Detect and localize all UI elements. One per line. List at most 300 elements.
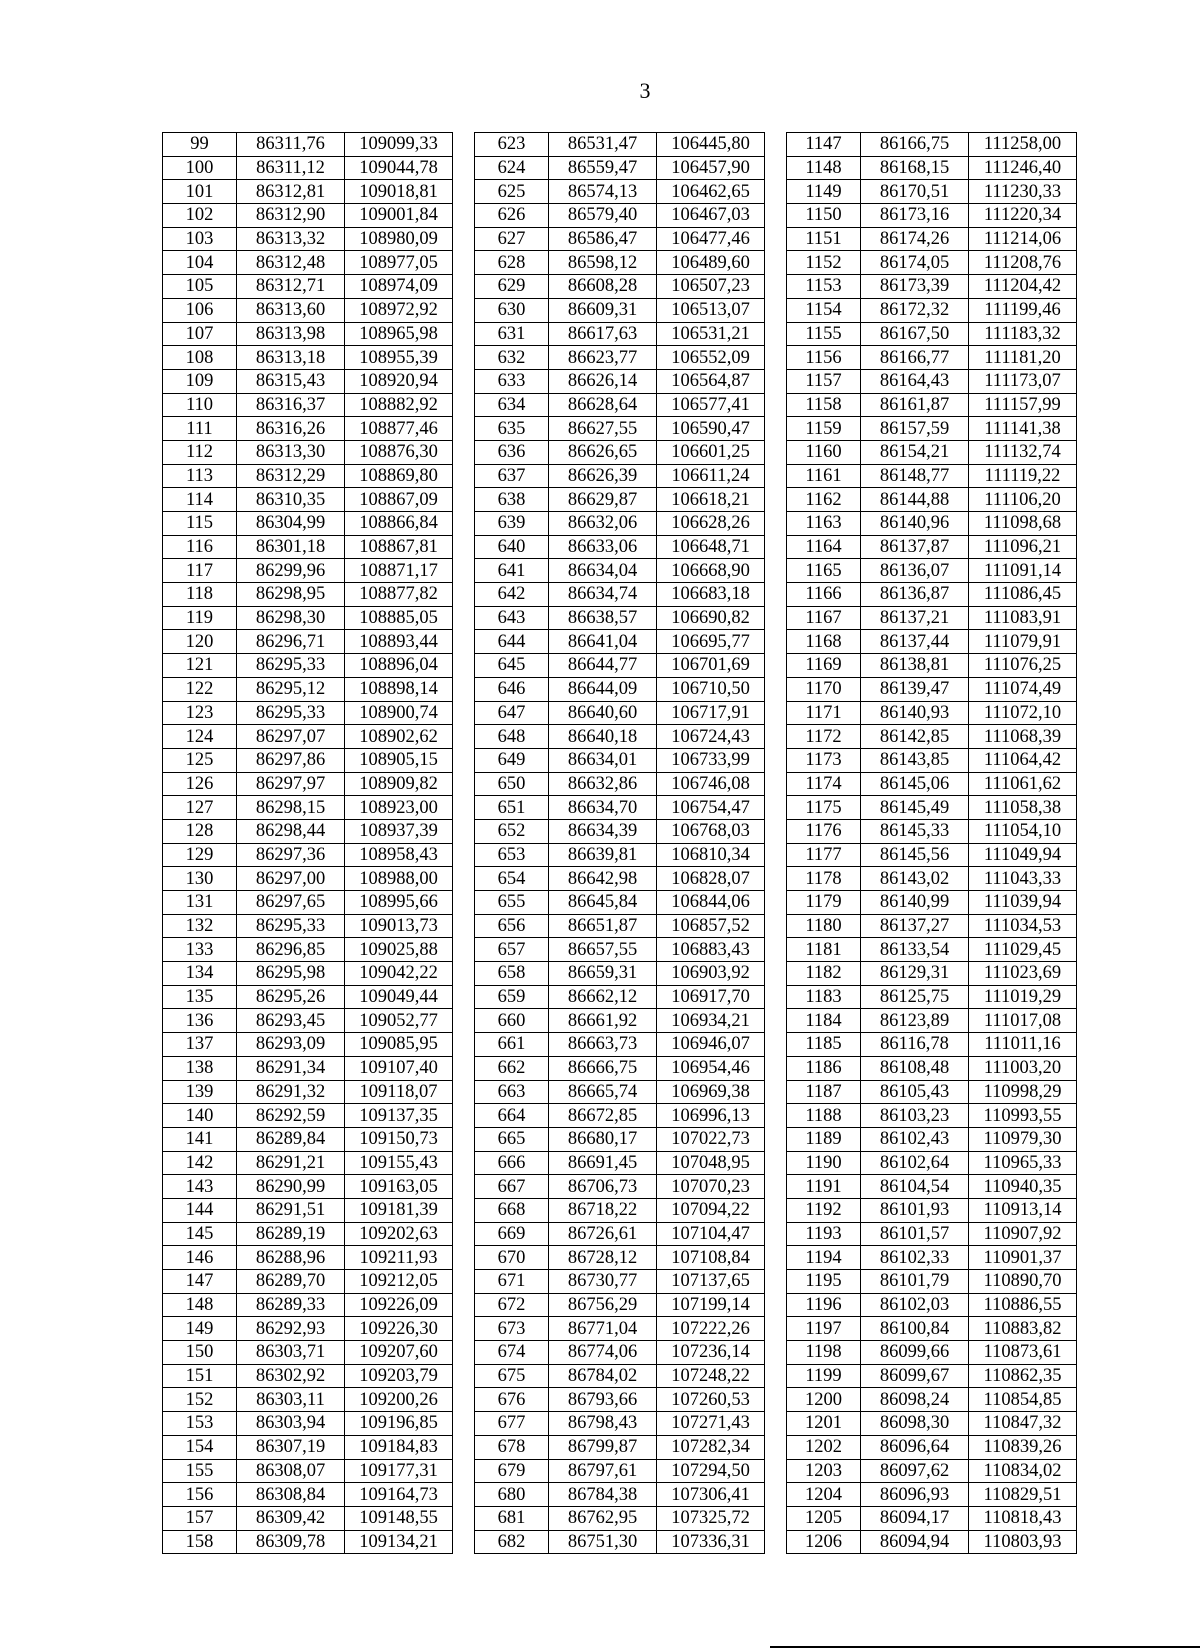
column-group-spacer: [765, 1459, 787, 1483]
column-group-spacer: [765, 1198, 787, 1222]
y-coordinate-cell: 109099,33: [345, 133, 453, 157]
y-coordinate-cell: 109155,43: [345, 1151, 453, 1175]
column-group-spacer: [453, 1198, 475, 1222]
point-number-cell: 628: [475, 251, 549, 275]
column-group-spacer: [453, 440, 475, 464]
x-coordinate-cell: 86626,14: [549, 369, 657, 393]
x-coordinate-cell: 86797,61: [549, 1459, 657, 1483]
y-coordinate-cell: 108988,00: [345, 867, 453, 891]
table-row: [163, 1104, 1077, 1128]
point-number-cell: 1193: [787, 1222, 861, 1246]
x-coordinate-cell: 86531,47: [549, 133, 657, 157]
x-coordinate-cell: 86094,94: [861, 1530, 969, 1554]
point-number-cell: 137: [163, 1033, 237, 1057]
point-number-cell: 112: [163, 440, 237, 464]
column-group-spacer: [453, 1388, 475, 1412]
table-row: [163, 819, 1077, 843]
x-coordinate-cell: 86137,21: [861, 606, 969, 630]
point-number-cell: 139: [163, 1080, 237, 1104]
column-group-spacer: [453, 1009, 475, 1033]
column-group-spacer: [765, 488, 787, 512]
point-number-cell: 653: [475, 843, 549, 867]
x-coordinate-cell: 86174,26: [861, 227, 969, 251]
point-number-cell: 1200: [787, 1388, 861, 1412]
y-coordinate-cell: 110834,02: [969, 1459, 1077, 1483]
table-row: [163, 1151, 1077, 1175]
y-coordinate-cell: 111023,69: [969, 962, 1077, 986]
table-row: [163, 559, 1077, 583]
column-group-spacer: [453, 417, 475, 441]
point-number-cell: 133: [163, 938, 237, 962]
column-group-spacer: [765, 1080, 787, 1104]
x-coordinate-cell: 86173,16: [861, 204, 969, 228]
point-number-cell: 670: [475, 1246, 549, 1270]
point-number-cell: 1162: [787, 488, 861, 512]
point-number-cell: 659: [475, 985, 549, 1009]
x-coordinate-cell: 86706,73: [549, 1175, 657, 1199]
y-coordinate-cell: 111183,32: [969, 322, 1077, 346]
x-coordinate-cell: 86102,03: [861, 1293, 969, 1317]
y-coordinate-cell: 110839,26: [969, 1435, 1077, 1459]
x-coordinate-cell: 86304,99: [237, 512, 345, 536]
y-coordinate-cell: 111072,10: [969, 701, 1077, 725]
x-coordinate-cell: 86289,84: [237, 1127, 345, 1151]
x-coordinate-cell: 86672,85: [549, 1104, 657, 1128]
y-coordinate-cell: 107094,22: [657, 1198, 765, 1222]
point-number-cell: 631: [475, 322, 549, 346]
x-coordinate-cell: 86144,88: [861, 488, 969, 512]
x-coordinate-cell: 86137,87: [861, 535, 969, 559]
column-group-spacer: [453, 1175, 475, 1199]
x-coordinate-cell: 86292,59: [237, 1104, 345, 1128]
point-number-cell: 106: [163, 298, 237, 322]
x-coordinate-cell: 86641,04: [549, 630, 657, 654]
x-coordinate-cell: 86774,06: [549, 1341, 657, 1365]
point-number-cell: 629: [475, 275, 549, 299]
column-group-spacer: [453, 1435, 475, 1459]
column-group-spacer: [765, 796, 787, 820]
column-group-spacer: [765, 346, 787, 370]
column-group-spacer: [453, 275, 475, 299]
x-coordinate-cell: 86663,73: [549, 1033, 657, 1057]
point-number-cell: 666: [475, 1151, 549, 1175]
table-row: [163, 393, 1077, 417]
y-coordinate-cell: 109025,88: [345, 938, 453, 962]
column-group-spacer: [453, 1151, 475, 1175]
y-coordinate-cell: 108867,81: [345, 535, 453, 559]
y-coordinate-cell: 106768,03: [657, 819, 765, 843]
y-coordinate-cell: 110998,29: [969, 1080, 1077, 1104]
y-coordinate-cell: 108877,82: [345, 583, 453, 607]
point-number-cell: 676: [475, 1388, 549, 1412]
point-number-cell: 142: [163, 1151, 237, 1175]
point-number-cell: 154: [163, 1435, 237, 1459]
column-group-spacer: [453, 322, 475, 346]
column-group-spacer: [453, 204, 475, 228]
table-row: [163, 417, 1077, 441]
x-coordinate-cell: 86728,12: [549, 1246, 657, 1270]
y-coordinate-cell: 106717,91: [657, 701, 765, 725]
x-coordinate-cell: 86657,55: [549, 938, 657, 962]
column-group-spacer: [453, 559, 475, 583]
column-group-spacer: [765, 725, 787, 749]
x-coordinate-cell: 86313,98: [237, 322, 345, 346]
y-coordinate-cell: 110862,35: [969, 1364, 1077, 1388]
table-row: [163, 1459, 1077, 1483]
column-group-spacer: [765, 393, 787, 417]
point-number-cell: 625: [475, 180, 549, 204]
x-coordinate-cell: 86629,87: [549, 488, 657, 512]
y-coordinate-cell: 108893,44: [345, 630, 453, 654]
y-coordinate-cell: 111034,53: [969, 914, 1077, 938]
x-coordinate-cell: 86298,15: [237, 796, 345, 820]
point-number-cell: 1199: [787, 1364, 861, 1388]
y-coordinate-cell: 109150,73: [345, 1127, 453, 1151]
column-group-spacer: [765, 701, 787, 725]
point-number-cell: 669: [475, 1222, 549, 1246]
y-coordinate-cell: 106690,82: [657, 606, 765, 630]
x-coordinate-cell: 86680,17: [549, 1127, 657, 1151]
point-number-cell: 663: [475, 1080, 549, 1104]
point-number-cell: 121: [163, 654, 237, 678]
column-group-spacer: [765, 440, 787, 464]
x-coordinate-cell: 86586,47: [549, 227, 657, 251]
x-coordinate-cell: 86312,48: [237, 251, 345, 275]
column-group-spacer: [453, 796, 475, 820]
y-coordinate-cell: 111173,07: [969, 369, 1077, 393]
point-number-cell: 665: [475, 1127, 549, 1151]
point-number-cell: 658: [475, 962, 549, 986]
table-row: [163, 1127, 1077, 1151]
x-coordinate-cell: 86129,31: [861, 962, 969, 986]
x-coordinate-cell: 86798,43: [549, 1412, 657, 1436]
y-coordinate-cell: 111049,94: [969, 843, 1077, 867]
column-group-spacer: [765, 1388, 787, 1412]
x-coordinate-cell: 86145,49: [861, 796, 969, 820]
x-coordinate-cell: 86099,67: [861, 1364, 969, 1388]
y-coordinate-cell: 106683,18: [657, 583, 765, 607]
point-number-cell: 632: [475, 346, 549, 370]
y-coordinate-cell: 106457,90: [657, 156, 765, 180]
point-number-cell: 1169: [787, 654, 861, 678]
y-coordinate-cell: 111019,29: [969, 985, 1077, 1009]
point-number-cell: 127: [163, 796, 237, 820]
table-row: [163, 1435, 1077, 1459]
column-group-spacer: [453, 1033, 475, 1057]
y-coordinate-cell: 111083,91: [969, 606, 1077, 630]
y-coordinate-cell: 106724,43: [657, 725, 765, 749]
point-number-cell: 122: [163, 677, 237, 701]
point-number-cell: 1175: [787, 796, 861, 820]
point-number-cell: 652: [475, 819, 549, 843]
x-coordinate-cell: 86167,50: [861, 322, 969, 346]
y-coordinate-cell: 110890,70: [969, 1270, 1077, 1294]
x-coordinate-cell: 86302,92: [237, 1364, 345, 1388]
y-coordinate-cell: 107137,65: [657, 1270, 765, 1294]
point-number-cell: 646: [475, 677, 549, 701]
point-number-cell: 1159: [787, 417, 861, 441]
x-coordinate-cell: 86108,48: [861, 1056, 969, 1080]
y-coordinate-cell: 110854,85: [969, 1388, 1077, 1412]
column-group-spacer: [765, 204, 787, 228]
x-coordinate-cell: 86138,81: [861, 654, 969, 678]
column-group-spacer: [453, 654, 475, 678]
x-coordinate-cell: 86166,75: [861, 133, 969, 157]
y-coordinate-cell: 110993,55: [969, 1104, 1077, 1128]
x-coordinate-cell: 86617,63: [549, 322, 657, 346]
point-number-cell: 150: [163, 1341, 237, 1365]
point-number-cell: 667: [475, 1175, 549, 1199]
point-number-cell: 104: [163, 251, 237, 275]
y-coordinate-cell: 106969,38: [657, 1080, 765, 1104]
y-coordinate-cell: 110873,61: [969, 1341, 1077, 1365]
y-coordinate-cell: 108867,09: [345, 488, 453, 512]
column-group-spacer: [453, 1364, 475, 1388]
table-row: [163, 938, 1077, 962]
x-coordinate-cell: 86632,86: [549, 772, 657, 796]
point-number-cell: 110: [163, 393, 237, 417]
column-group-spacer: [453, 583, 475, 607]
y-coordinate-cell: 106828,07: [657, 867, 765, 891]
y-coordinate-cell: 106590,47: [657, 417, 765, 441]
point-number-cell: 126: [163, 772, 237, 796]
column-group-spacer: [453, 1459, 475, 1483]
column-group-spacer: [453, 891, 475, 915]
point-number-cell: 1174: [787, 772, 861, 796]
x-coordinate-cell: 86633,06: [549, 535, 657, 559]
table-row: [163, 891, 1077, 915]
point-number-cell: 1165: [787, 559, 861, 583]
y-coordinate-cell: 106844,06: [657, 891, 765, 915]
x-coordinate-cell: 86634,01: [549, 748, 657, 772]
point-number-cell: 623: [475, 133, 549, 157]
point-number-cell: 1155: [787, 322, 861, 346]
point-number-cell: 156: [163, 1483, 237, 1507]
point-number-cell: 1171: [787, 701, 861, 725]
point-number-cell: 132: [163, 914, 237, 938]
x-coordinate-cell: 86170,51: [861, 180, 969, 204]
y-coordinate-cell: 109118,07: [345, 1080, 453, 1104]
column-group-spacer: [765, 322, 787, 346]
x-coordinate-cell: 86313,18: [237, 346, 345, 370]
y-coordinate-cell: 111096,21: [969, 535, 1077, 559]
column-group-spacer: [453, 1127, 475, 1151]
point-number-cell: 1186: [787, 1056, 861, 1080]
x-coordinate-cell: 86762,95: [549, 1506, 657, 1530]
point-number-cell: 1187: [787, 1080, 861, 1104]
y-coordinate-cell: 107325,72: [657, 1506, 765, 1530]
table-row: [163, 204, 1077, 228]
x-coordinate-cell: 86101,93: [861, 1198, 969, 1222]
column-group-spacer: [453, 1104, 475, 1128]
point-number-cell: 1151: [787, 227, 861, 251]
x-coordinate-cell: 86784,02: [549, 1364, 657, 1388]
point-number-cell: 1204: [787, 1483, 861, 1507]
y-coordinate-cell: 109226,09: [345, 1293, 453, 1317]
y-coordinate-cell: 106954,46: [657, 1056, 765, 1080]
y-coordinate-cell: 111204,42: [969, 275, 1077, 299]
table-row: [163, 1056, 1077, 1080]
y-coordinate-cell: 111208,76: [969, 251, 1077, 275]
y-coordinate-cell: 106710,50: [657, 677, 765, 701]
x-coordinate-cell: 86295,33: [237, 914, 345, 938]
point-number-cell: 651: [475, 796, 549, 820]
x-coordinate-cell: 86298,95: [237, 583, 345, 607]
column-group-spacer: [453, 962, 475, 986]
x-coordinate-cell: 86627,55: [549, 417, 657, 441]
point-number-cell: 657: [475, 938, 549, 962]
x-coordinate-cell: 86310,35: [237, 488, 345, 512]
x-coordinate-cell: 86295,26: [237, 985, 345, 1009]
x-coordinate-cell: 86297,00: [237, 867, 345, 891]
column-group-spacer: [453, 914, 475, 938]
point-number-cell: 1182: [787, 962, 861, 986]
table-row: [163, 748, 1077, 772]
point-number-cell: 1203: [787, 1459, 861, 1483]
y-coordinate-cell: 111079,91: [969, 630, 1077, 654]
point-number-cell: 1150: [787, 204, 861, 228]
y-coordinate-cell: 106531,21: [657, 322, 765, 346]
y-coordinate-cell: 106903,92: [657, 962, 765, 986]
y-coordinate-cell: 106507,23: [657, 275, 765, 299]
x-coordinate-cell: 86297,07: [237, 725, 345, 749]
table-row: [163, 772, 1077, 796]
column-group-spacer: [453, 156, 475, 180]
x-coordinate-cell: 86145,06: [861, 772, 969, 796]
column-group-spacer: [453, 748, 475, 772]
y-coordinate-cell: 111091,14: [969, 559, 1077, 583]
column-group-spacer: [453, 488, 475, 512]
x-coordinate-cell: 86626,39: [549, 464, 657, 488]
point-number-cell: 136: [163, 1009, 237, 1033]
y-coordinate-cell: 106746,08: [657, 772, 765, 796]
y-coordinate-cell: 111054,10: [969, 819, 1077, 843]
point-number-cell: 145: [163, 1222, 237, 1246]
table-row: [163, 1412, 1077, 1436]
x-coordinate-cell: 86289,19: [237, 1222, 345, 1246]
column-group-spacer: [765, 1483, 787, 1507]
y-coordinate-cell: 110803,93: [969, 1530, 1077, 1554]
y-coordinate-cell: 108902,62: [345, 725, 453, 749]
point-number-cell: 1148: [787, 156, 861, 180]
x-coordinate-cell: 86096,93: [861, 1483, 969, 1507]
column-group-spacer: [453, 298, 475, 322]
x-coordinate-cell: 86312,81: [237, 180, 345, 204]
column-group-spacer: [453, 843, 475, 867]
table-row: [163, 725, 1077, 749]
point-number-cell: 115: [163, 512, 237, 536]
column-group-spacer: [453, 701, 475, 725]
page-number: 3: [639, 78, 651, 103]
x-coordinate-cell: 86101,57: [861, 1222, 969, 1246]
x-coordinate-cell: 86137,27: [861, 914, 969, 938]
point-number-cell: 681: [475, 1506, 549, 1530]
column-group-spacer: [765, 1104, 787, 1128]
x-coordinate-cell: 86140,93: [861, 701, 969, 725]
table-row: [163, 1530, 1077, 1554]
x-coordinate-cell: 86691,45: [549, 1151, 657, 1175]
y-coordinate-cell: 111220,34: [969, 204, 1077, 228]
x-coordinate-cell: 86295,33: [237, 701, 345, 725]
y-coordinate-cell: 109013,73: [345, 914, 453, 938]
y-coordinate-cell: 106754,47: [657, 796, 765, 820]
column-group-spacer: [453, 1412, 475, 1436]
x-coordinate-cell: 86157,59: [861, 417, 969, 441]
point-number-cell: 1205: [787, 1506, 861, 1530]
x-coordinate-cell: 86133,54: [861, 938, 969, 962]
x-coordinate-cell: 86290,99: [237, 1175, 345, 1199]
point-number-cell: 141: [163, 1127, 237, 1151]
point-number-cell: 1183: [787, 985, 861, 1009]
x-coordinate-cell: 86143,85: [861, 748, 969, 772]
y-coordinate-cell: 107306,41: [657, 1483, 765, 1507]
x-coordinate-cell: 86161,87: [861, 393, 969, 417]
point-number-cell: 1166: [787, 583, 861, 607]
point-number-cell: 118: [163, 583, 237, 607]
column-group-spacer: [765, 535, 787, 559]
y-coordinate-cell: 110965,33: [969, 1151, 1077, 1175]
y-coordinate-cell: 109203,79: [345, 1364, 453, 1388]
bottom-rule: [770, 1646, 1200, 1648]
y-coordinate-cell: 109202,63: [345, 1222, 453, 1246]
column-group-spacer: [765, 654, 787, 678]
table-row: [163, 440, 1077, 464]
y-coordinate-cell: 111011,16: [969, 1033, 1077, 1057]
column-group-spacer: [453, 1483, 475, 1507]
table-row: [163, 535, 1077, 559]
x-coordinate-cell: 86645,84: [549, 891, 657, 915]
column-group-spacer: [765, 1246, 787, 1270]
point-number-cell: 1170: [787, 677, 861, 701]
y-coordinate-cell: 108871,17: [345, 559, 453, 583]
table-row: [163, 1033, 1077, 1057]
point-number-cell: 1179: [787, 891, 861, 915]
x-coordinate-cell: 86316,26: [237, 417, 345, 441]
x-coordinate-cell: 86634,74: [549, 583, 657, 607]
y-coordinate-cell: 109212,05: [345, 1270, 453, 1294]
point-number-cell: 678: [475, 1435, 549, 1459]
x-coordinate-cell: 86291,21: [237, 1151, 345, 1175]
x-coordinate-cell: 86771,04: [549, 1317, 657, 1341]
x-coordinate-cell: 86312,90: [237, 204, 345, 228]
column-group-spacer: [765, 843, 787, 867]
x-coordinate-cell: 86598,12: [549, 251, 657, 275]
point-number-cell: 1184: [787, 1009, 861, 1033]
point-number-cell: 1190: [787, 1151, 861, 1175]
y-coordinate-cell: 108972,92: [345, 298, 453, 322]
y-coordinate-cell: 110979,30: [969, 1127, 1077, 1151]
point-number-cell: 129: [163, 843, 237, 867]
point-number-cell: 1157: [787, 369, 861, 393]
y-coordinate-cell: 107048,95: [657, 1151, 765, 1175]
y-coordinate-cell: 107282,34: [657, 1435, 765, 1459]
x-coordinate-cell: 86104,54: [861, 1175, 969, 1199]
x-coordinate-cell: 86099,66: [861, 1341, 969, 1365]
y-coordinate-cell: 111076,25: [969, 654, 1077, 678]
point-number-cell: 1197: [787, 1317, 861, 1341]
point-number-cell: 633: [475, 369, 549, 393]
x-coordinate-cell: 86148,77: [861, 464, 969, 488]
y-coordinate-cell: 106467,03: [657, 204, 765, 228]
table-row: [163, 1009, 1077, 1033]
x-coordinate-cell: 86173,39: [861, 275, 969, 299]
x-coordinate-cell: 86730,77: [549, 1270, 657, 1294]
x-coordinate-cell: 86116,78: [861, 1033, 969, 1057]
x-coordinate-cell: 86297,65: [237, 891, 345, 915]
point-number-cell: 119: [163, 606, 237, 630]
x-coordinate-cell: 86140,99: [861, 891, 969, 915]
column-group-spacer: [453, 535, 475, 559]
